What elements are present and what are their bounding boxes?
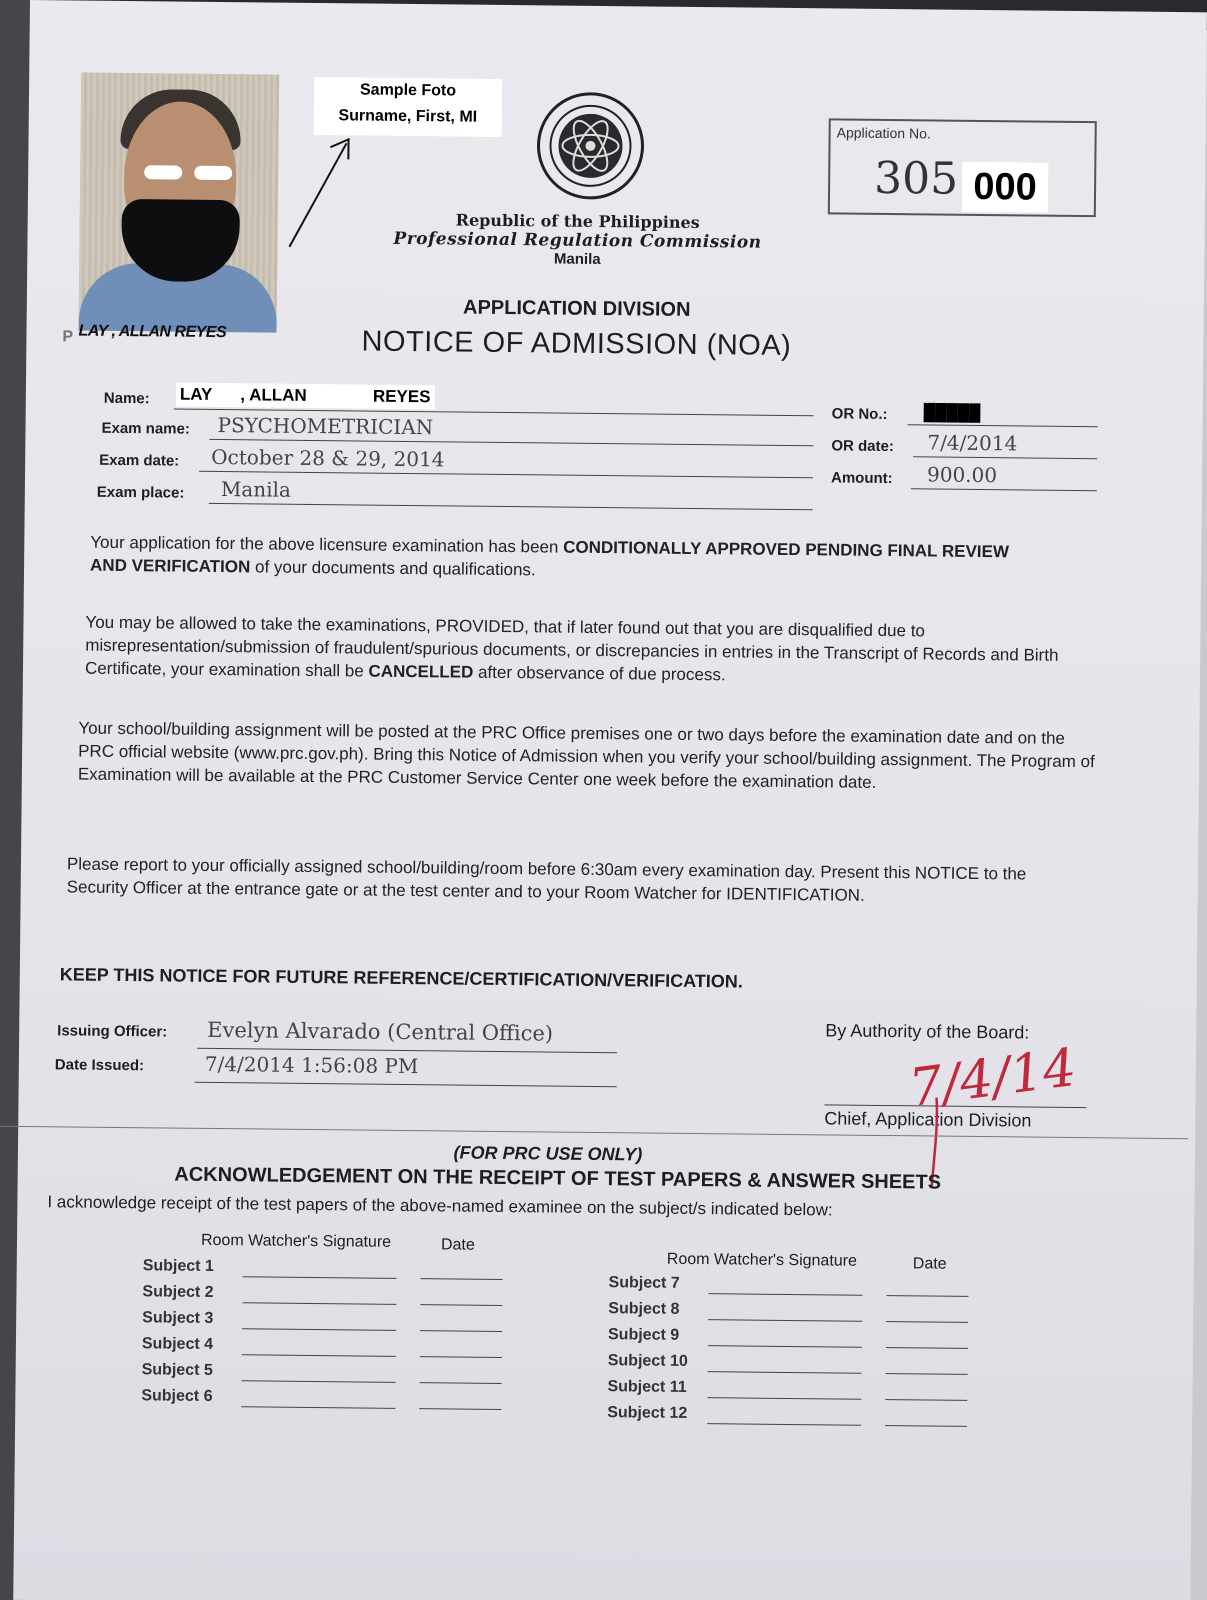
sample-foto-box <box>314 77 503 137</box>
amount-field <box>831 460 1097 493</box>
watcher-date-line <box>886 1321 968 1323</box>
exam-date-field <box>99 443 813 480</box>
watcher-date-line <box>886 1373 968 1375</box>
subject-label: Subject 3 <box>142 1309 214 1327</box>
exam-place-label: Exam place: <box>96 483 185 502</box>
city-text: Manila <box>553 250 601 268</box>
subject-label: Subject 2 <box>142 1283 214 1301</box>
watcher-signature-line <box>242 1380 396 1383</box>
exam-name-field <box>101 411 813 448</box>
watcher-signature-line <box>243 1276 397 1279</box>
watcher-signature-line <box>707 1423 861 1426</box>
watcher-date-line <box>885 1399 967 1401</box>
commission-text: Professional Regulation Commission <box>393 228 762 253</box>
exam-name-label: Exam name: <box>101 419 190 438</box>
subject-label: Subject 5 <box>141 1361 213 1379</box>
date-issued-value: 7/4/2014 1:56:08 PM <box>204 1051 419 1079</box>
arrow-icon <box>285 131 356 252</box>
or-no-label: OR No.: <box>831 405 888 424</box>
issuing-officer-value: Evelyn Alvarado (Central Office) <box>207 1017 554 1046</box>
watcher-signature-line <box>708 1293 862 1296</box>
page-title: NOTICE OF ADMISSION (NOA) <box>361 325 792 362</box>
watcher-date-line <box>420 1330 502 1332</box>
watcher-signature-line <box>708 1319 862 1322</box>
subject-label: Subject 11 <box>607 1378 687 1396</box>
sample-foto-line2: Surname, First, MI <box>338 107 478 126</box>
watcher-signature-line <box>241 1406 395 1409</box>
exam-date-value: October 28 & 29, 2014 <box>211 444 445 472</box>
subject-label: Subject 12 <box>607 1404 688 1422</box>
watcher-date-line <box>886 1295 968 1297</box>
watcher-date-line <box>421 1278 503 1280</box>
exam-place-field <box>97 475 813 512</box>
issuing-officer-field <box>57 1016 617 1052</box>
right-col-signature-header: Room Watcher's Signature <box>666 1250 858 1270</box>
or-date-field <box>831 428 1097 461</box>
application-number-box <box>828 118 1097 217</box>
subject-label: Subject 4 <box>141 1335 214 1353</box>
sample-foto-line1: Sample Foto <box>359 81 457 100</box>
paragraph-approval: Your application for the above licensure examination has been CONDITIONALLY APPROVED PENDING FINAL REVIEW AND VERIFICATION of your documents and qualifications. <box>89 532 1010 580</box>
exam-name-value: PSYCHOMETRICIAN <box>217 412 434 440</box>
issuing-officer-label: Issuing Officer: <box>57 1022 168 1041</box>
name-value: LAY , ALLAN REYES <box>176 383 435 410</box>
application-number-label: Application No. <box>836 124 931 142</box>
prc-use-only: (FOR PRC USE ONLY) <box>453 1142 643 1165</box>
subject-label: Subject 1 <box>142 1257 214 1275</box>
republic-text: Republic of the Philippines <box>455 210 700 233</box>
watcher-date-line <box>420 1304 502 1306</box>
or-date-label: OR date: <box>831 437 894 456</box>
watcher-date-line <box>886 1347 968 1349</box>
by-authority-text: By Authority of the Board: <box>825 1020 1030 1043</box>
watcher-signature-line <box>708 1345 862 1348</box>
subject-label: Subject 8 <box>608 1300 680 1318</box>
left-col-signature-header: Room Watcher's Signature <box>200 1231 392 1251</box>
watcher-date-line <box>419 1408 501 1410</box>
watcher-date-line <box>885 1425 967 1427</box>
watcher-date-line <box>420 1382 502 1384</box>
keep-notice: KEEP THIS NOTICE FOR FUTURE REFERENCE/CERTIFICATION/VERIFICATION. <box>59 964 743 992</box>
paragraph-report: Please report to your officially assigned school/building/room before 6:30am every examination day. Present this NOTICE to the Security Officer at the entrance gate or at the test center and to your Room Watcher for IDENTIFICATION. <box>66 854 1027 905</box>
signature-text: 7/4/14 <box>905 1037 1080 1119</box>
paragraph-assignment: Your school/building assignment will be posted at the PRC Office premises one or two days before the examination date and on the PRC official website (www.prc.gov.ph). Bring this Notice of Admission when you verify your school/building assignment. The Program of Examination will be available at the PRC Customer Service Center one week before the examination date. <box>77 718 1095 792</box>
or-no-field <box>832 396 1098 429</box>
subject-label: Subject 6 <box>141 1387 213 1405</box>
subject-label: Subject 10 <box>607 1352 688 1370</box>
watcher-signature-line <box>707 1397 861 1400</box>
right-col-date-header: Date <box>912 1255 947 1273</box>
application-number-suffix: 000 <box>962 162 1049 213</box>
watcher-date-line <box>420 1356 502 1358</box>
watcher-signature-line <box>242 1328 396 1331</box>
letterhead <box>357 209 798 270</box>
underlying-letter: P <box>62 328 74 346</box>
amount-value: 900.00 <box>926 462 998 488</box>
amount-label: Amount: <box>830 469 893 488</box>
acknowledgement-title: ACKNOWLEDGEMENT ON THE RECEIPT OF TEST PAPERS & ANSWER SHEETS <box>174 1163 942 1194</box>
paragraph-provided: You may be allowed to take the examinations, PROVIDED, that if later found out that you are disqualified due to misrepresentation/submission of fraudulent/spurious documents, or discrepancies in entries in the Transcript of Records and Birth Certificate, your examination shall be CANCELLED after observance of due process. <box>84 612 1059 685</box>
subject-label: Subject 7 <box>608 1274 680 1292</box>
photo-caption: LAY , ALLAN REYES <box>78 322 227 342</box>
or-no-value: █████ <box>923 404 981 422</box>
date-issued-label: Date Issued: <box>54 1056 145 1075</box>
chief-title: Chief, Application Division <box>824 1108 1032 1131</box>
left-col-date-header: Date <box>440 1236 475 1254</box>
date-issued-field <box>55 1050 617 1086</box>
or-date-value: 7/4/2014 <box>927 430 1018 456</box>
name-label: Name: <box>103 389 150 408</box>
application-number-prefix: 305 <box>873 152 959 205</box>
subject-label: Subject 9 <box>607 1326 680 1344</box>
noa-document <box>13 0 1207 1600</box>
watcher-signature-line <box>242 1302 396 1305</box>
watcher-signature-line <box>242 1354 396 1357</box>
exam-place-value: Manila <box>220 477 292 502</box>
prc-seal-icon <box>536 91 645 200</box>
division-title: APPLICATION DIVISION <box>462 296 691 321</box>
watcher-signature-line <box>708 1371 862 1374</box>
applicant-photo <box>79 73 280 333</box>
exam-date-label: Exam date: <box>99 451 180 470</box>
acknowledgement-text: I acknowledge receipt of the test papers of the above-named examinee on the subject/s indicated below: <box>47 1192 833 1220</box>
